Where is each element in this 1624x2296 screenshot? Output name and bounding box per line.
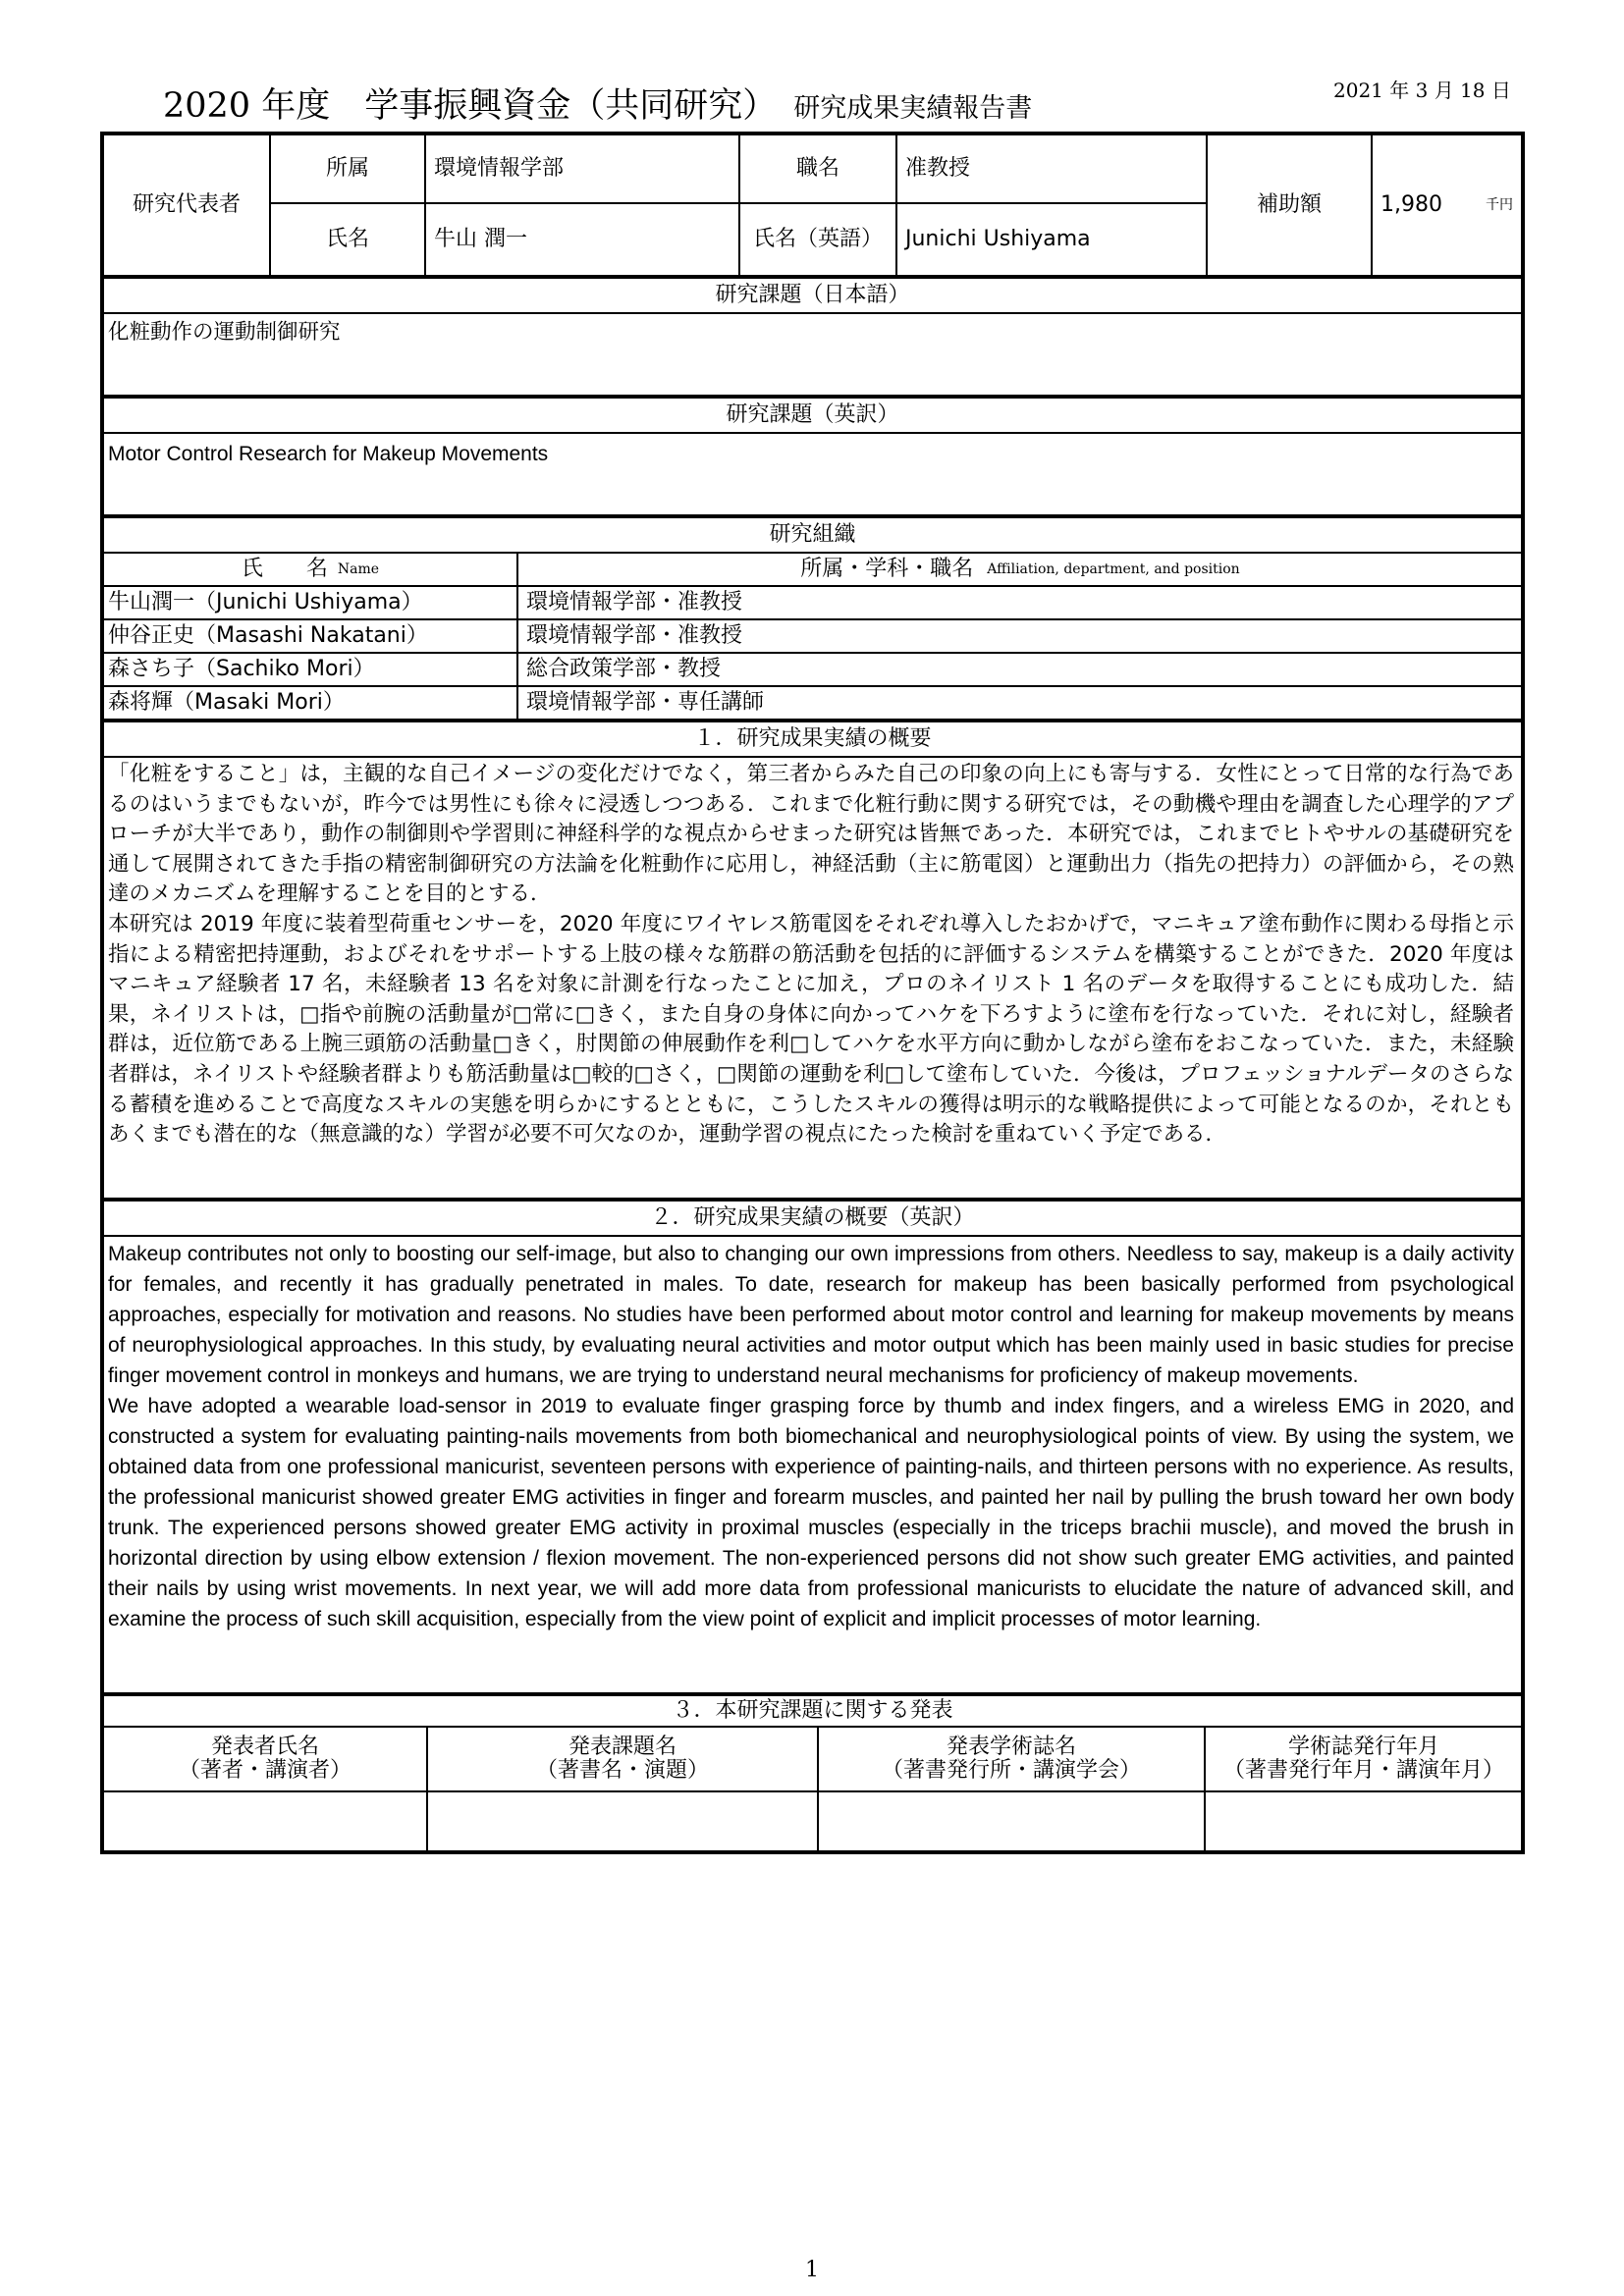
representative-label: 研究代表者 (132, 192, 241, 217)
name-value: 牛山 潤一 (434, 227, 527, 251)
org-col-name-en: Name (337, 561, 380, 577)
publications-heading: ３．本研究課題に関する発表 (672, 1698, 953, 1723)
topic-jp-heading: 研究課題（日本語） (715, 283, 910, 307)
member-affiliation: 総合政策学部・教授 (526, 657, 722, 681)
name-en-label: 氏名（英語） (752, 227, 883, 251)
affiliation-value: 環境情報学部 (434, 156, 565, 181)
org-col-aff-en: Affiliation, department, and position (987, 561, 1240, 577)
organization-heading: 研究組織 (769, 522, 856, 547)
grant-amount-value: 1,980 (1380, 192, 1442, 217)
summary-jp-paragraph: 本研究は 2019 年度に装着型荷重センサーを，2020 年度にワイヤレス筋電図をそれぞれ導入したおかげで，マニキュア塗布動作に関わる母指と示指による精密把持運動，およびそれをサポートする上肢の様々な筋群の筋活動を包括的に評価するシステムを構築することができた．2020 年度はマニキュア経験者 17 名，未経験者 13 名を対象に計測を行なったことに加え，プロのネイリスト 1 名のデータを取得することにも成功した．結果，ネイリストは，□指や前腕の活動量が□常に□きく，また自身の身体に向かってハケを下ろすように塗布を行なっていた．それに対し，経験者群は，近位筋である上腕三頭筋の活動量□きく，肘関節の伸展動作を利□してハケを水平方向に動かしながら塗布をおこなっていた．また，未経験者群は，ネイリストや経験者群よりも筋活動量は□較的□さく，□関節の運動を利□して塗布していた．今後は，プロフェッショナルデータのさらなる蓄積を進めることで高度なスキルの実態を明らかにするとともに，こうしたスキルの獲得は明示的な戦略提供によって可能となるのか，それともあくまでも潜在的な（無意識的な）学習が必要不可欠なのか，運動学習の視点にたった検討を重ねていく予定である． (108, 911, 1514, 1148)
report-form (100, 132, 1525, 1854)
member-name: 仲谷正史（Masashi Nakatani） (108, 623, 428, 648)
document-title (163, 79, 1032, 128)
title-sub: 研究成果実績報告書 (793, 93, 1033, 124)
title-main: 2020 年度 学事振興資金（共同研究） (163, 86, 778, 126)
pub-col-line1: 発表学術誌名 (946, 1735, 1076, 1759)
pub-col-line2: （著書発行所・講演学会） (881, 1758, 1141, 1783)
pub-col-presenter (104, 1728, 426, 1790)
grant-label: 補助額 (1256, 192, 1322, 217)
pub-col-line1: 発表課題名 (568, 1735, 677, 1759)
pub-col-line1: 発表者氏名 (210, 1735, 319, 1759)
org-col-name-label: 氏 名 (241, 557, 328, 581)
member-affiliation: 環境情報学部・准教授 (526, 590, 743, 614)
topic-jp-text: 化粧動作の運動制御研究 (108, 320, 341, 345)
summary-en-paragraph: Makeup contributes not only to boosting our self-image, but also to changing our own impressions from others. Needless to say, makeup is a daily activity for females, and recently it has gradually penetrated in males. To date, research for makeup has been basically performed from psychological approaches, especially for motivation and reasons. No studies have been performed about motor control and learning for makeup movements by means of neurophysiological approaches. In this study, by evaluating neural activities and motor output which has been mainly used in basic studies for precise finger movement control in monkeys and humans, we are trying to understand neural mechanisms for proficiency of makeup movements. (108, 1243, 1514, 1387)
pub-col-line1: 学術誌発行年月 (1287, 1735, 1439, 1759)
report-date: 2021 年 3 月 18 日 (1333, 79, 1511, 102)
pub-col-journal (819, 1728, 1204, 1790)
org-col-aff-label: 所属・学科・職名 (800, 557, 974, 581)
name-en-value: Junichi Ushiyama (905, 227, 1091, 251)
summary-jp-body (108, 760, 1514, 1150)
affiliation-label: 所属 (325, 156, 369, 181)
grant-unit: 千円 (1485, 197, 1513, 213)
member-name: 牛山潤一（Junichi Ushiyama） (108, 590, 423, 614)
page-number: 1 (805, 2258, 819, 2282)
position-label: 職名 (795, 156, 839, 181)
summary-jp-paragraph: 「化粧をすること」は，主観的な自己イメージの変化だけでなく，第三者からみた自己の印象の向上にも寄与する．女性にとって日常的な行為であるのはいうまでもないが，昨今では男性にも徐々に浸透しつつある．これまで化粧行動に関する研究では，その動機や理由を調査した心理学的アプローチが大半であり，動作の制御則や学習則に神経科学的な視点からせまった研究は皆無であった．本研究では，これまでヒトやサルの基礎研究を通して展開されてきた手指の精密制御研究の方法論を化粧動作に応用し，神経活動（主に筋電図）と運動出力（指先の把持力）の評価から，その熟達のメカニズムを理解することを目的とする． (108, 762, 1514, 907)
pub-col-date (1206, 1728, 1522, 1790)
summary-en-body (108, 1239, 1514, 1634)
name-label: 氏名 (325, 227, 369, 251)
topic-en-text: Motor Control Research for Makeup Movements (108, 443, 549, 465)
pub-col-line2: （著者・講演者） (178, 1758, 352, 1783)
topic-en-heading: 研究課題（英訳） (726, 402, 899, 427)
member-name: 森将輝（Masaki Mori） (108, 690, 345, 715)
summary-en-heading: ２．研究成果実績の概要（英訳） (650, 1205, 975, 1230)
summary-en-paragraph: We have adopted a wearable load-sensor in 2019 to evaluate finger grasping force by thumb and index fingers, and a wireless EMG in 2020, and constructed a system for evaluating painting-nails movements from both biomechanical and neurophysiological points of view. By using the system, we obtained data from one professional manicurist, seventeen persons with experience of painting-nails, and thirteen persons with no experience. As results, the professional manicurist showed greater EMG activities in finger and forearm muscles, and painted her nail by pulling the brush toward her own body trunk. The experienced persons showed greater EMG activity in proximal muscles (especially in the triceps brachii muscle), and moved the brush in horizontal direction by using elbow extension / flexion movement. The non-experienced persons did not show such greater EMG activities, and painted their nails by using wrist movements. In next year, we will add more data from professional manicurists to elucidate the nature of advanced skill, and examine the process of such skill acquisition, especially from the view point of explicit and implicit processes of motor learning. (108, 1395, 1514, 1630)
member-affiliation: 環境情報学部・准教授 (526, 623, 743, 648)
org-col-name (104, 554, 516, 585)
member-name: 森さち子（Sachiko Mori） (108, 657, 375, 681)
grant-amount (1373, 135, 1522, 275)
pub-col-title (428, 1728, 817, 1790)
position-value: 准教授 (905, 156, 971, 181)
pub-col-line2: （著書名・演題） (535, 1758, 709, 1783)
pub-col-line2: （著書発行年月・講演年月） (1222, 1758, 1504, 1783)
org-col-affiliation (518, 554, 1522, 585)
member-affiliation: 環境情報学部・専任講師 (526, 690, 765, 715)
summary-jp-heading: １．研究成果実績の概要 (693, 726, 932, 751)
